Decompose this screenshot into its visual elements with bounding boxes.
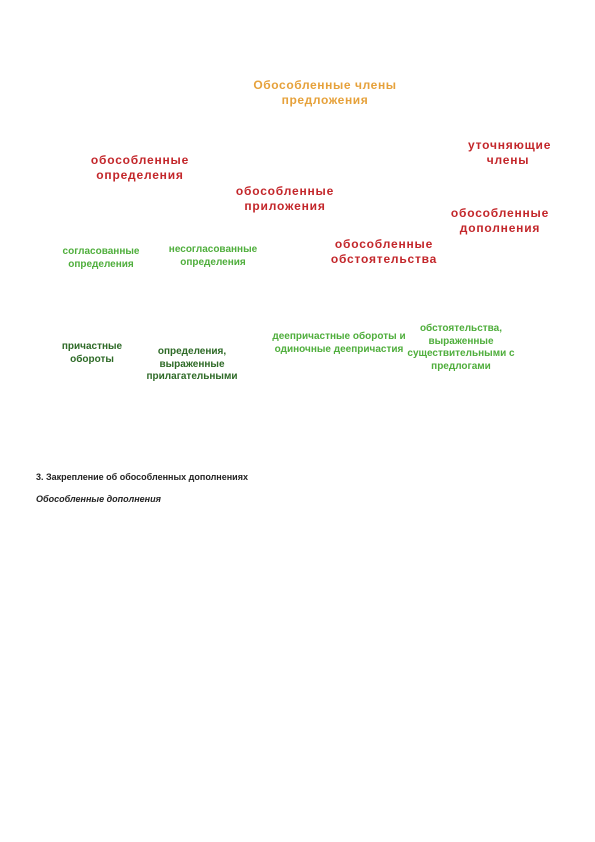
node-participial: причастные обороты [61, 341, 123, 365]
node-objects: обособленные дополнения [450, 206, 550, 235]
node-non-agreed: несогласованные определения [168, 244, 258, 268]
node-appositions: обособленные приложения [235, 184, 335, 213]
section-subtitle: Обособленные дополнения [36, 494, 161, 504]
diagram-root: Обособленные члены предложения [253, 78, 397, 107]
node-definitions: обособленные определения [90, 153, 190, 182]
node-agreed: согласованные определения [62, 246, 140, 270]
node-adverbials: обособленные обстоятельства [330, 237, 438, 266]
node-adjectival: определения, выраженные прилагательными [146, 346, 238, 382]
section-title: 3. Закрепление об обособленных дополнениях [36, 472, 248, 482]
node-clarifying: уточняющие члены [468, 138, 552, 167]
node-gerundial: деепричастные обороты и одиночные деепричастия [272, 331, 406, 355]
node-noun-prep: обстоятельства, выраженные существительными с предлогами [407, 323, 515, 372]
